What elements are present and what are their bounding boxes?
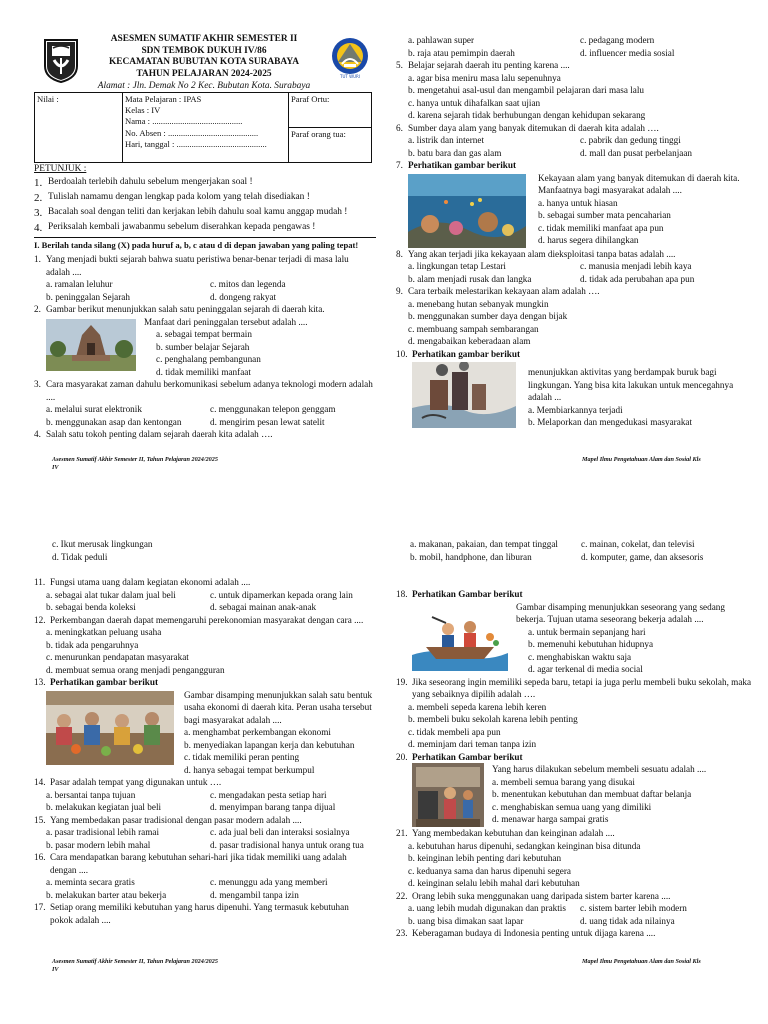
- q7-options: [538, 197, 752, 247]
- option-d[interactable]: d. membuat semua orang menjadi pengangguran: [46, 664, 225, 675]
- option-c[interactable]: c. tidak membeli apa pun: [408, 726, 501, 737]
- footer-right-p2: Mapel Ilmu Pengetahuan Alam dan Sosial Kls: [582, 958, 701, 965]
- q-number: 19.: [396, 676, 408, 687]
- q7-text: Kekayaan alam yang banyak ditemukan di daerah kita. Manfaatnya bagi masyarakat adalah ....: [538, 172, 740, 196]
- option-c[interactable]: c. Ikut merusak lingkungan: [52, 539, 153, 549]
- fishing-boat-image: [412, 607, 508, 671]
- left-column-p1: [34, 253, 374, 441]
- option-a[interactable]: a. agar bisa meniru masa lalu sepenuhnya: [408, 72, 561, 83]
- option-d[interactable]: d. Tidak peduli: [52, 551, 108, 562]
- q20-body: [396, 763, 752, 827]
- question-10: [396, 348, 752, 361]
- q4-options: [396, 34, 752, 59]
- petunjuk-text: Periksalah kembali jawabanmu sebelum diserahkan kepada pengawas !: [48, 221, 316, 232]
- q-text: Cara mendapatkan barang kebutuhan sehari-hari jika tidak memiliki uang adalah dengan ....: [50, 852, 347, 875]
- option-d[interactable]: d. mengirim pesan lewat satelit: [210, 416, 325, 427]
- option-a[interactable]: a. hanya untuk hiasan: [538, 197, 618, 208]
- q-text: Pasar adalah tempat yang digunakan untuk ….: [50, 777, 222, 788]
- mapel-field: Mata Pelajaran : IPAS: [125, 94, 202, 104]
- q-text: Yang membedakan kebutuhan dan keinginan adalah ....: [412, 828, 615, 839]
- q13-right: [174, 689, 374, 777]
- q15-options: [34, 826, 374, 851]
- question-13: [34, 676, 374, 689]
- petunjuk-item: [34, 191, 374, 206]
- question-18: [396, 588, 752, 601]
- q-number: 10.: [396, 348, 408, 359]
- option-c[interactable]: c. ada jual beli dan interaksi sosialnya: [210, 827, 350, 838]
- q3-options: [34, 403, 374, 428]
- petunjuk-number: 1.: [34, 176, 43, 189]
- right-column-p2: [396, 538, 752, 563]
- question-2: [34, 303, 374, 316]
- footer-left-class: IV: [52, 464, 59, 472]
- q-number: 9.: [396, 286, 403, 297]
- option-a[interactable]: a. untuk bermain sepanjang hari: [528, 626, 646, 637]
- question-15: [34, 814, 374, 827]
- header-line4: TAHUN PELAJARAN 2024-2025: [136, 68, 272, 79]
- temple-image: [46, 319, 136, 371]
- q-title: Perhatikan Gambar berikut: [412, 589, 523, 599]
- option-b[interactable]: b. mengetahui asal-usul dan mengambil pelajaran dari masa lalu: [408, 85, 644, 96]
- q21-options: [396, 840, 752, 890]
- q-number: 5.: [396, 60, 403, 71]
- option-b[interactable]: b. mobil, handphone, dan liburan: [410, 551, 532, 562]
- q-number: 18.: [396, 589, 408, 599]
- coral-reef-image: [408, 174, 526, 248]
- option-a[interactable]: a. membeli semua barang yang disukai: [492, 776, 635, 787]
- option-a[interactable]: a. uang lebih mudah digunakan dan praktis: [408, 903, 566, 914]
- option-d[interactable]: d. meminjam dari teman tanpa izin: [408, 739, 537, 750]
- option-d[interactable]: d. influencer media sosial: [580, 47, 675, 58]
- q20-right: [484, 763, 706, 827]
- q-number: 12.: [34, 614, 46, 625]
- option-c[interactable]: c. membuang sampah sembarangan: [408, 323, 539, 334]
- option-b[interactable]: b. sumber belajar Sejarah: [156, 341, 250, 352]
- question-14: [34, 776, 374, 789]
- option-d[interactable]: d. tidak ada perubahan apa pun: [580, 273, 695, 284]
- option-c[interactable]: c. menghabiskan waktu saja: [528, 651, 632, 662]
- q-number: 6.: [396, 122, 403, 133]
- left-column-p2: [34, 538, 374, 563]
- q19-options: [396, 701, 752, 751]
- petunjuk-item: [34, 176, 374, 191]
- option-c[interactable]: c. mitos dan legenda: [210, 279, 286, 290]
- option-d[interactable]: d. keinginan selalu lebih mahal dari kebutuhan: [408, 878, 580, 889]
- question-23: [396, 927, 752, 940]
- q-text: Gambar berikut menunjukkan salah satu peninggalan sejarah di daerah kita.: [46, 304, 325, 315]
- option-b[interactable]: b. raja atau pemimpin daerah: [408, 47, 515, 58]
- question-11: [34, 576, 374, 589]
- q-text: Yang membedakan pasar tradisional dengan pasar modern adalah ....: [50, 814, 302, 825]
- q9-options: [396, 298, 752, 348]
- question-1: [34, 253, 374, 278]
- option-d[interactable]: d. sebagai mainan anak-anak: [210, 602, 317, 613]
- option-b[interactable]: b. peninggalan Sejarah: [46, 291, 130, 302]
- q-text: Yang menjadi bukti sejarah bahwa suatu peristiwa benar-benar terjadi di masa lalu adalah ....: [46, 254, 349, 277]
- kelas-field: Kelas : IV: [125, 105, 161, 116]
- option-a[interactable]: a. melalui surat elektronik: [46, 404, 142, 415]
- q-number: 3.: [34, 379, 41, 390]
- left-column-p2-questions: [34, 576, 374, 926]
- option-c[interactable]: c. mengadakan pesta setiap hari: [210, 789, 327, 800]
- petunjuk-number: 3.: [34, 206, 43, 219]
- q10-right: [516, 360, 752, 429]
- option-d[interactable]: d. menawar harga sampai gratis: [492, 814, 609, 825]
- option-a[interactable]: a. menghambat perkembangan ekonomi: [184, 727, 331, 738]
- q-title: Perhatikan gambar berikut: [408, 160, 517, 171]
- option-c[interactable]: c. sistem barter lebih modern: [580, 903, 687, 914]
- q-text: Salah satu tokoh penting dalam sejarah daerah kita adalah ….: [46, 429, 273, 440]
- petunjuk: [34, 163, 374, 236]
- option-b[interactable]: b. membeli buku sekolah karena lebih penting: [408, 714, 578, 725]
- option-a[interactable]: a. ramalan leluhur: [46, 279, 113, 290]
- q-number: 15.: [34, 814, 46, 825]
- q2-right: [136, 316, 308, 379]
- option-c[interactable]: c. keduanya sama dan harus dipenuhi segera: [408, 865, 572, 876]
- question-4: [34, 428, 374, 441]
- exam-page-2: [0, 512, 768, 1024]
- option-d[interactable]: d. dongeng rakyat: [210, 291, 277, 302]
- q-text: Cara terbaik melestarikan kekayaan alam adalah ….: [408, 286, 600, 297]
- header-line2: SDN TEMBOK DUKUH IV/86: [141, 45, 267, 56]
- q18-body: [396, 601, 752, 676]
- option-c[interactable]: c. tidak memiliki manfaat apa pun: [538, 222, 664, 233]
- option-a[interactable]: a. pahlawan super: [408, 35, 475, 45]
- option-d[interactable]: d. agar terkenal di media social: [528, 664, 643, 675]
- option-b[interactable]: b. memenuhi kebutuhan hidupnya: [528, 639, 654, 650]
- question-20: [396, 751, 752, 764]
- q-text: Sumber daya alam yang banyak ditemukan di daerah kita adalah ….: [408, 122, 659, 133]
- nilai-label: Nilai :: [37, 94, 59, 104]
- nilai-cell: [35, 93, 123, 163]
- q-number: 14.: [34, 777, 46, 788]
- option-a[interactable]: a. meminta secara gratis: [46, 877, 135, 888]
- q2-subtext: Manfaat dari peninggalan tersebut adalah ....: [144, 316, 308, 327]
- option-a[interactable]: a. sebagai alat tukar dalam jual beli: [46, 589, 176, 600]
- q-number: 2.: [34, 304, 41, 315]
- option-a[interactable]: a. sebagai tempat bermain: [156, 329, 252, 340]
- q-text: Cara masyarakat zaman dahulu berkomunikasi sebelum adanya teknologi modern adalah ....: [46, 379, 373, 402]
- q-number: 17.: [34, 902, 46, 913]
- q-number: 13.: [34, 677, 46, 688]
- q12-options: [34, 626, 374, 676]
- q-number: 16.: [34, 852, 46, 863]
- q14-options: [34, 789, 374, 814]
- pollution-image: [412, 362, 516, 428]
- option-d[interactable]: d. hanya sebagai tempat berkumpul: [184, 764, 315, 775]
- q-text: Belajar sejarah daerah itu penting karena ....: [408, 60, 570, 71]
- header-line3: KECAMATAN BUBUTAN KOTA SURABAYA: [108, 57, 300, 68]
- q-text: Setiap orang memiliki kebutuhan yang harus dipenuhi. Yang termasuk kebutuhan pokok adalah ....: [50, 902, 349, 925]
- svg-text:TUT WURI: TUT WURI: [340, 74, 360, 79]
- petunjuk-text: Berdoalah terlebih dahulu sebelum mengerjakan soal !: [48, 176, 253, 187]
- question-17: [34, 901, 374, 926]
- nama-field[interactable]: Nama : ..........................................: [125, 116, 243, 127]
- petunjuk-item: [34, 221, 374, 236]
- footer-left-text: Asesmen Sumatif Akhir Semester II, Tahun Pelajaran 2024/2025: [52, 958, 218, 965]
- q-number: 23.: [396, 928, 408, 939]
- header-block: [34, 34, 374, 92]
- q10-body: [396, 360, 752, 429]
- q7-body: [396, 172, 752, 248]
- absen-field[interactable]: No. Absen : ..........................................: [125, 127, 259, 138]
- option-d[interactable]: d. uang tidak ada nilainya: [580, 915, 675, 926]
- option-b[interactable]: b. menentukan kebutuhan dan membuat daftar belanja: [492, 789, 692, 800]
- q-text: Keberagaman budaya di Indonesia penting untuk dijaga karena ....: [412, 928, 656, 939]
- footer-left-class: IV: [52, 966, 59, 974]
- option-b[interactable]: b. sebagai benda koleksi: [46, 602, 136, 613]
- q-number: 1.: [34, 254, 41, 264]
- question-3: [34, 378, 374, 403]
- q-number: 21.: [396, 828, 408, 839]
- q-text: Yang akan terjadi jika kekayaan alam dieksploitasi tanpa batas adalah ....: [408, 248, 676, 259]
- question-16: [34, 851, 374, 876]
- paraf-orang-tua-cell: [289, 128, 372, 163]
- q18-options: [516, 626, 752, 676]
- q8-options: [396, 260, 752, 285]
- footer-left: [52, 456, 218, 473]
- q11-options: [34, 589, 374, 614]
- option-b[interactable]: b. melakukan barter atau bekerja: [46, 889, 167, 900]
- petunjuk-number: 2.: [34, 191, 43, 204]
- footer-right: Mapel Ilmu Pengetahuan Alam dan Sosial Kls: [582, 456, 701, 463]
- option-b[interactable]: b. menggunakan sumber daya dengan bijak: [408, 311, 568, 322]
- footer-left-p2: [52, 958, 218, 975]
- q-text: Fungsi utama uang dalam kegiatan ekonomi adalah ....: [50, 577, 251, 587]
- q-title: Perhatikan gambar berikut: [412, 348, 521, 359]
- option-d[interactable]: d. pasar tradisional hanya untuk orang tua: [210, 839, 364, 850]
- option-a[interactable]: a. membeli sepeda karena lebih keren: [408, 701, 547, 712]
- q20-options: [492, 776, 706, 826]
- footer-left-text: Asesmen Sumatif Akhir Semester II, Tahun Pelajaran 2024/2025: [52, 456, 218, 463]
- petunjuk-text: Bacalah soal dengan teliti dan kerjakan lebih dahulu soal kamu anggap mudah !: [48, 206, 348, 217]
- paraf-ortu-label: Paraf Ortu:: [291, 94, 330, 104]
- shopping-image: [412, 763, 484, 827]
- option-d[interactable]: d. harus segera dihilangkan: [538, 235, 639, 246]
- option-b[interactable]: b. menggunakan asap dan kentongan: [46, 416, 182, 427]
- option-a[interactable]: a. meningkatkan peluang usaha: [46, 627, 162, 638]
- question-21: [396, 827, 752, 840]
- petunjuk-text: Tulislah namamu dengan lengkap pada kolom yang telah disediakan !: [48, 191, 310, 202]
- q5-options: [396, 72, 752, 122]
- tanggal-field[interactable]: Hari, tanggal : ..........................................: [125, 138, 267, 149]
- option-a[interactable]: a. listrik dan internet: [408, 135, 485, 146]
- option-a[interactable]: a. menebang hutan sebanyak mungkin: [408, 298, 549, 309]
- option-b[interactable]: b. pasar modern lebih mahal: [46, 839, 151, 850]
- option-d[interactable]: d. tidak memiliki manfaat: [156, 366, 251, 377]
- option-c[interactable]: c. menggunakan telepon genggam: [210, 404, 336, 415]
- option-b[interactable]: b. menyediakan lapangan kerja dan kebutuhan: [184, 739, 355, 750]
- petunjuk-item: [34, 206, 374, 221]
- option-b[interactable]: b. melakukan kegiatan jual beli: [46, 802, 162, 813]
- option-c[interactable]: c. menghabiskan semua uang yang dimiliki: [492, 801, 652, 812]
- q10-text: menunjukkan aktivitas yang berdampak buruk bagi lingkungan. Yang bisa kita lakukan untuk mencegahnya adalah ...: [528, 367, 734, 403]
- question-12: [34, 614, 374, 627]
- q10-continued-options: [34, 538, 374, 563]
- q-text: Orang lebih suka menggunakan uang daripada sistem barter karena ....: [412, 890, 671, 901]
- q10-options: [528, 404, 752, 429]
- q-number: 20.: [396, 751, 408, 762]
- header-line1: ASESMEN SUMATIF AKHIR SEMESTER II: [110, 34, 298, 44]
- option-c[interactable]: c. pedagang modern: [580, 35, 655, 45]
- q-text: Jika seseorang ingin memiliki sepeda baru, tetapi ia juga perlu membeli buku sekolah, maka yang sebaiknya dipilih adalah ….: [412, 676, 752, 700]
- option-a[interactable]: a. lingkungan tetap Lestari: [408, 261, 506, 272]
- option-b[interactable]: b. keinginan lebih penting dari kebutuhan: [408, 853, 562, 864]
- q-title: Perhatikan gambar berikut: [50, 677, 159, 688]
- option-c[interactable]: c. pabrik dan gedung tinggi: [580, 135, 681, 146]
- q13-text: Gambar disamping menunjukkan salah satu bentuk usaha ekonomi di daerah kita. Peran usaha tersebut bagi masyarakat adalah ....: [184, 689, 373, 725]
- q7-right: [526, 172, 752, 248]
- q18-right: [508, 601, 752, 676]
- question-5: [396, 59, 752, 72]
- right-column-p1: [396, 34, 752, 429]
- market-image: [46, 691, 174, 765]
- option-c[interactable]: c. untuk dipamerkan kepada orang lain: [210, 589, 353, 600]
- q2-body: [34, 316, 374, 379]
- option-c[interactable]: c. tidak memiliki peran penting: [184, 752, 300, 763]
- q-title: Perhatikan Gambar berikut: [412, 751, 523, 762]
- option-c[interactable]: c. penghalang pembangunan: [156, 354, 261, 365]
- q-number: 8.: [396, 248, 403, 259]
- option-a[interactable]: a. makanan, pakaian, dan tempat tinggal: [410, 539, 558, 549]
- q-number: 22.: [396, 890, 408, 901]
- option-b[interactable]: b. uang bisa dimakan saat lapar: [408, 915, 524, 926]
- paraf-orang-tua-label: Paraf orang tua:: [291, 129, 346, 139]
- question-9: [396, 285, 752, 298]
- header-address: Alamat : Jln. Demak No 2 Kec. Bubutan Kota. Surabaya: [97, 80, 311, 91]
- right-column-p2-questions: [396, 588, 752, 940]
- q-number: 7.: [396, 160, 403, 171]
- q22-options: [396, 902, 752, 927]
- section-1-instruction: I. Berilah tanda silang (X) pada huruf a, b, c atau d di depan jawaban yang paling tepat!: [34, 237, 376, 252]
- petunjuk-list: [34, 176, 374, 236]
- petunjuk-number: 4.: [34, 221, 43, 234]
- option-b[interactable]: b. Melaporkan dan mengedukasi masyarakat: [528, 417, 693, 428]
- petunjuk-title: PETUNJUK :: [34, 164, 87, 174]
- q17-options: [396, 538, 752, 563]
- q6-options: [396, 134, 752, 159]
- q2-options: [144, 328, 308, 378]
- option-c[interactable]: c. manusia menjadi lebih kaya: [580, 261, 692, 272]
- question-8: [396, 248, 752, 261]
- option-a[interactable]: a. kebutuhan harus dipenuhi, sedangkan keinginan bisa ditunda: [408, 840, 641, 851]
- q-number: 11.: [34, 577, 46, 587]
- question-22: [396, 890, 752, 903]
- option-d[interactable]: d. karena sejarah tidak berhubungan dengan kehidupan sekarang: [408, 110, 646, 121]
- option-b[interactable]: b. tidak ada pengaruhnya: [46, 639, 139, 650]
- option-d[interactable]: d. mengabaikan keberadaan alam: [408, 336, 531, 347]
- q13-options: [184, 726, 374, 776]
- paraf-ortu-cell: [289, 93, 372, 128]
- option-b[interactable]: b. sebagai sumber mata pencaharian: [538, 210, 671, 221]
- q-number: 4.: [34, 429, 41, 440]
- option-a[interactable]: a. pasar tradisional lebih ramai: [46, 827, 160, 838]
- q16-options: [34, 876, 374, 901]
- option-c[interactable]: c. mainan, cokelat, dan televisi: [581, 539, 695, 549]
- q1-options: [34, 278, 374, 303]
- student-info: [34, 92, 372, 163]
- identity-cell: [123, 93, 289, 163]
- q13-body: [34, 689, 374, 777]
- option-a[interactable]: a. Membiarkannya terjadi: [528, 404, 623, 415]
- question-19: [396, 676, 752, 701]
- q-text: Perkembangan daerah dapat memengaruhi perekonomian masyarakat dengan cara ....: [50, 614, 364, 625]
- option-d[interactable]: d. komputer, game, dan aksesoris: [581, 551, 704, 562]
- option-c[interactable]: c. menunggu ada yang memberi: [210, 877, 328, 888]
- question-6: [396, 122, 752, 135]
- q20-text: Yang harus dilakukan sebelum membeli sesuatu adalah ....: [492, 764, 707, 775]
- option-d[interactable]: d. menyimpan barang tanpa dijual: [210, 802, 336, 813]
- option-c[interactable]: c. hanya untuk dihafalkan saat ujian: [408, 97, 541, 108]
- option-d[interactable]: d. mengambil tanpa izin: [210, 889, 299, 900]
- option-d[interactable]: d. mall dan pusat perbelanjaan: [580, 147, 692, 158]
- option-b[interactable]: b. batu bara dan gas alam: [408, 147, 502, 158]
- q18-text: Gambar disamping menunjukkan seseorang yang sedang bekerja. Tujuan utama seseorang bekerja adalah ....: [516, 601, 725, 625]
- option-b[interactable]: b. alam menjadi rusak dan langka: [408, 273, 532, 284]
- question-7: [396, 159, 752, 172]
- option-c[interactable]: c. menurunkan pendapatan masyarakat: [46, 652, 189, 663]
- option-a[interactable]: a. bersantai tanpa tujuan: [46, 789, 136, 800]
